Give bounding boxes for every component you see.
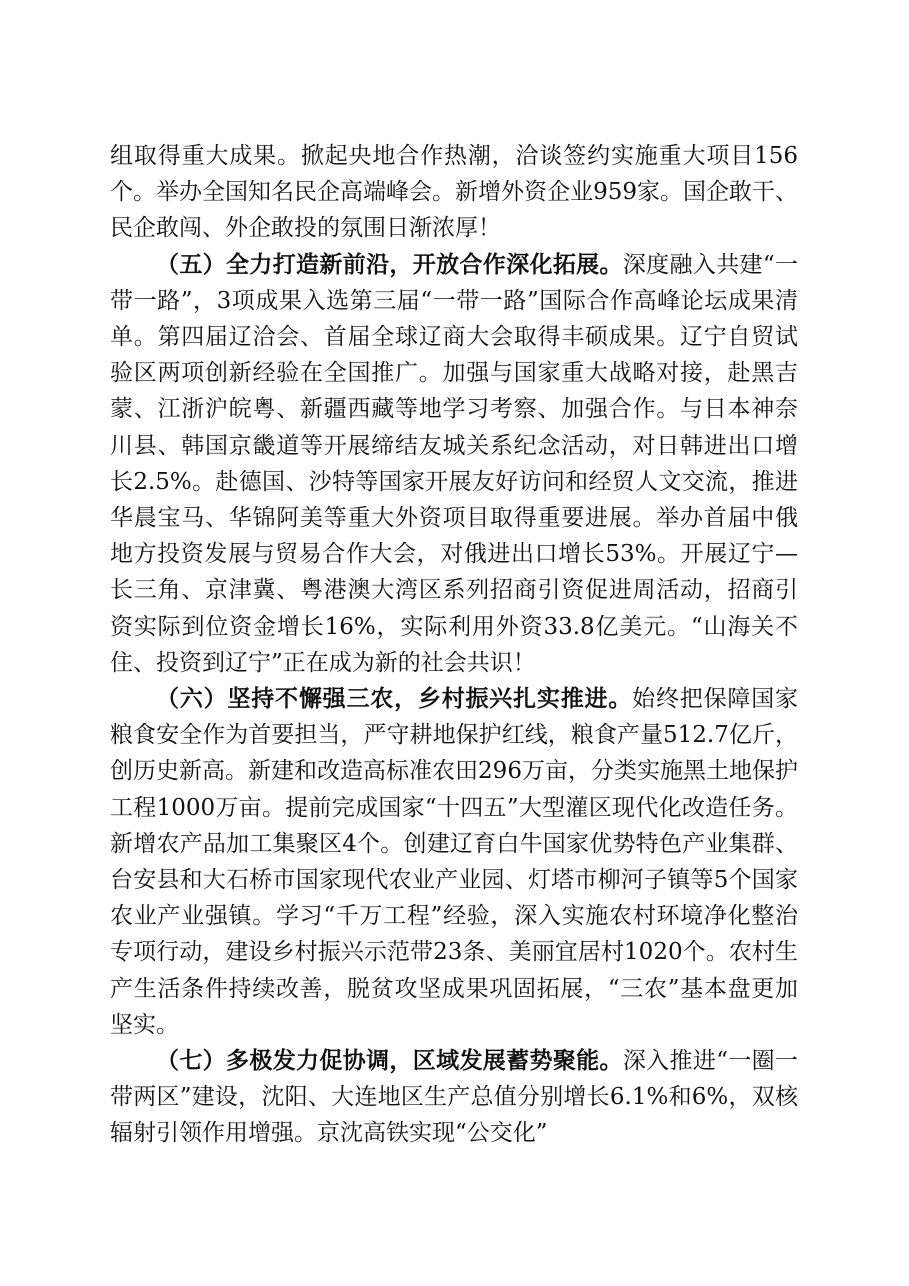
paragraph-text: 组取得重大成果。掀起央地合作热潮，洽谈签约实施重大项目156个。举办全国知名民企高端峰会。新增外资企业959家。国企敢干、民企敢闯、外企敢投的氛围日渐浓厚！ bbox=[110, 143, 798, 242]
document-body bbox=[110, 138, 798, 1152]
section-heading-5: （五）全力打造新前沿，开放合作深化拓展。 bbox=[156, 251, 623, 278]
section-heading-7: （七）多极发力促协调，区域发展蓄势聚能。 bbox=[156, 1048, 623, 1075]
paragraph-continuation bbox=[110, 138, 798, 247]
section-heading-6: （六）坚持不懈强三农，乡村振兴扎实推进。 bbox=[156, 686, 633, 713]
paragraph-section-6 bbox=[110, 681, 798, 1043]
paragraph-text: 深度融入共建“一带一路”，3项成果入选第三届“一带一路”国际合作高峰论坛成果清单。第四届辽洽会、首届全球辽商大会取得丰硕成果。辽宁自贸试验区两项创新经验在全国推广。加强与国家重大战略对接，赴黑吉蒙、江浙沪皖粤、新疆西藏等地学习考察、加强合作。与日本神奈川县、韩国京畿道等开展缔结友城关系纪念活动，对日韩进出口增长2.5%。赴德国、沙特等国家开展友好访问和经贸人文交流，推进华晨宝马、华锦阿美等重大外资项目取得重要进展。举办首届中俄地方投资发展与贸易合作大会，对俄进出口增长53%。开展辽宁—长三角、京津冀、粤港澳大湾区系列招商引资促进周活动，招商引资实际到位资金增长16%，实际利用外资33.8亿美元。“山海关不住、投资到辽宁”正在成为新的社会共识！ bbox=[110, 251, 798, 676]
paragraph-text: 始终把保障国家粮食安全作为首要担当，严守耕地保护红线，粮食产量512.7亿斤，创历史新高。新建和改造高标准农田296万亩，分类实施黑土地保护工程1000万亩。提前完成国家“十四五”大型灌区现代化改造任务。新增农产品加工集聚区4个。创建辽育白牛国家优势特色产业集群、台安县和大石桥市国家现代农业产业园、灯塔市柳河子镇等5个国家农业产业强镇。学习“千万工程”经验，深入实施农村环境净化整治专项行动，建设乡村振兴示范带23条、美丽宜居村1020个。农村生产生活条件持续改善，脱贫攻坚成果巩固拓展，“三农”基本盘更加坚实。 bbox=[110, 686, 799, 1038]
paragraph-section-5 bbox=[110, 247, 798, 681]
paragraph-section-7 bbox=[110, 1043, 798, 1152]
paragraph-text: 深入推进“一圈一带两区”建设，沈阳、大连地区生产总值分别增长6.1%和6%，双核辐射引领作用增强。京沈高铁实现“公交化” bbox=[110, 1048, 798, 1147]
